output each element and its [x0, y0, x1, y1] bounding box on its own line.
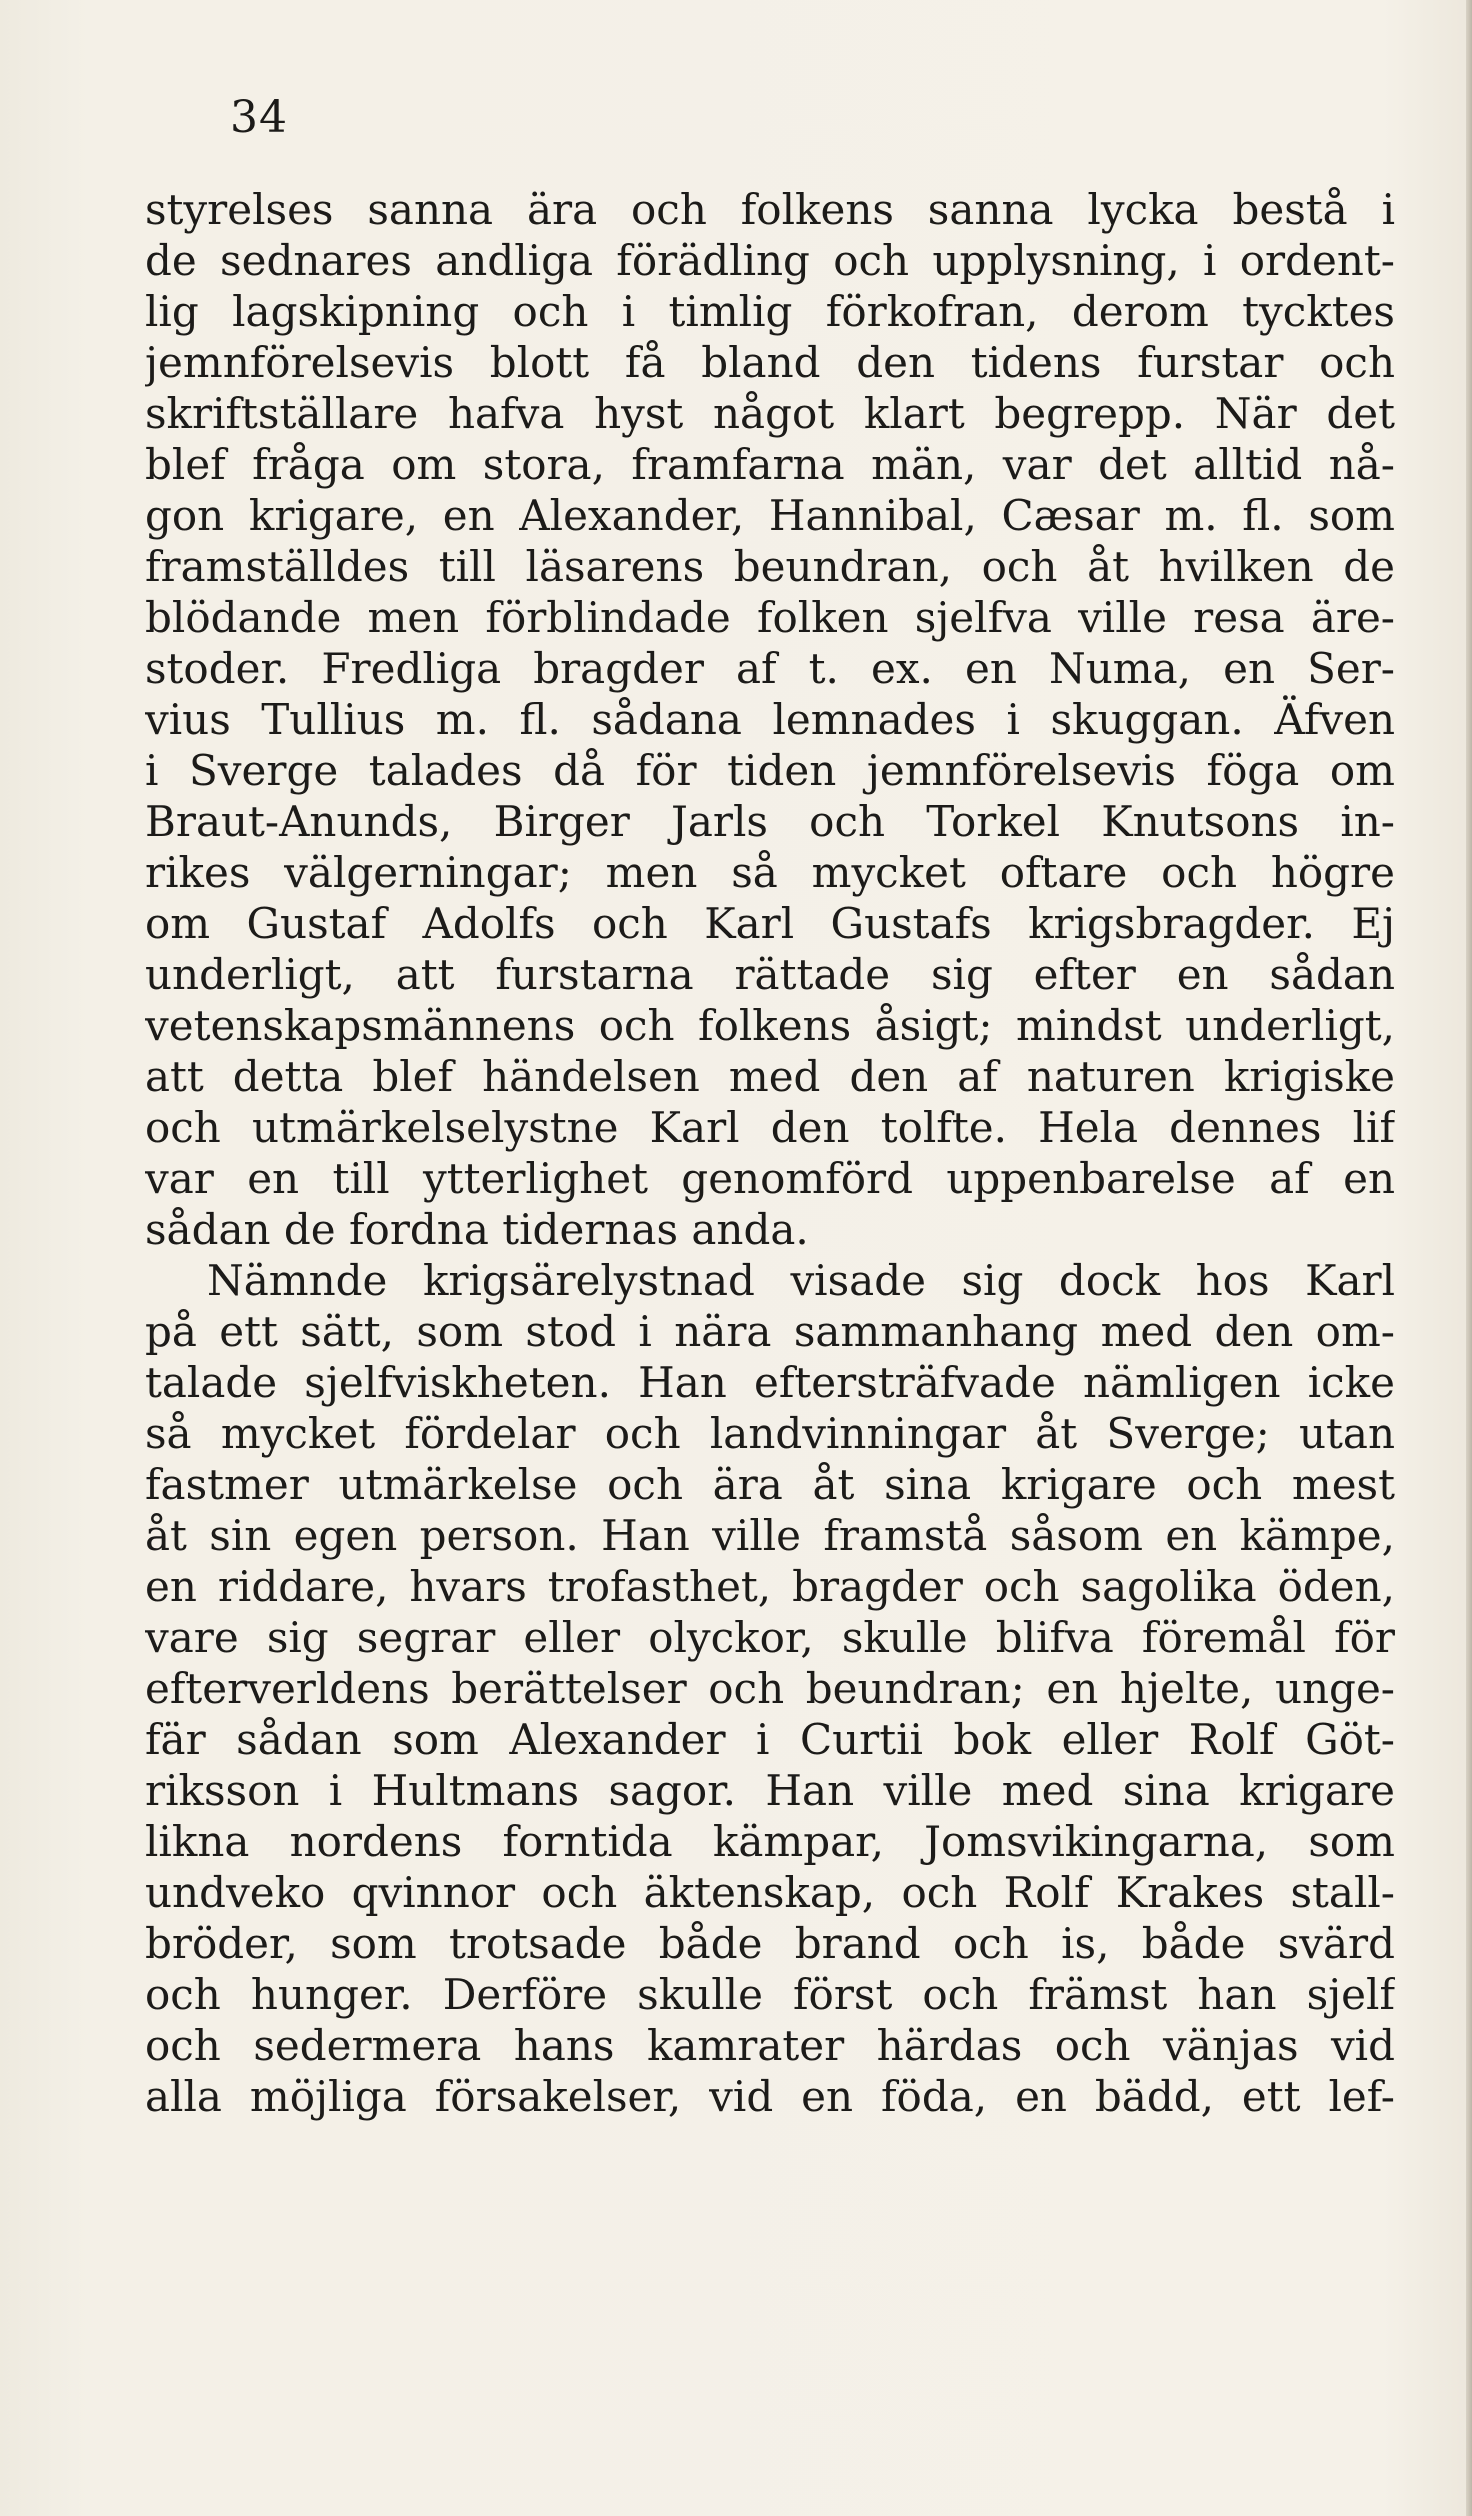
text-line: blödande men förblindade folken sjelfva ville resa äre- [145, 593, 1395, 642]
text-line: underligt, att furstarna rättade sig efter en sådan [145, 950, 1395, 999]
paragraph-end-line: sådan de fordna tidernas anda. [145, 1205, 809, 1254]
text-line: gon krigare, en Alexander, Hannibal, Cæsar m. fl. som [145, 491, 1395, 540]
text-line: att detta blef händelsen med den af naturen krigiske [145, 1052, 1395, 1101]
text-line: styrelses sanna ära och folkens sanna lycka bestå i [145, 185, 1395, 234]
text-line: lig lagskipning och i timlig förkofran, derom tycktes [145, 287, 1395, 336]
text-line: vius Tullius m. fl. sådana lemnades i skuggan. Äfven [145, 695, 1395, 744]
text-line: på ett sätt, som stod i nära sammanhang med den om- [145, 1307, 1395, 1356]
text-line: talade sjelfviskheten. Han eftersträfvade nämligen icke [145, 1358, 1395, 1407]
text-line: åt sin egen person. Han ville framstå såsom en kämpe, [145, 1511, 1395, 1560]
text-line: de sednares andliga förädling och upplysning, i ordent- [145, 236, 1395, 285]
page-edge [1466, 0, 1472, 2516]
paragraph-start-line: Nämnde krigsärelystnad visade sig dock hos Karl [207, 1256, 1395, 1305]
text-line: blef fråga om stora, framfarna män, var det alltid nå- [145, 440, 1395, 489]
text-line: fastmer utmärkelse och ära åt sina krigare och mest [145, 1460, 1395, 1509]
text-line: skriftställare hafva hyst något klart begrepp. När det [145, 389, 1395, 438]
text-line: vetenskapsmännens och folkens åsigt; mindst underligt, [145, 1001, 1395, 1050]
text-line: jemnförelsevis blott få bland den tidens furstar och [145, 338, 1395, 387]
text-line: och utmärkelselystne Karl den tolfte. Hela dennes lif [145, 1103, 1395, 1152]
text-line: likna nordens forntida kämpar, Jomsvikingarna, som [145, 1817, 1395, 1866]
text-line: framställdes till läsarens beundran, och åt hvilken de [145, 542, 1395, 591]
body-text [145, 184, 1395, 2122]
text-line: och hunger. Derföre skulle först och främst han sjelf [145, 1970, 1395, 2019]
text-line: bröder, som trotsade både brand och is, både svärd [145, 1919, 1395, 1968]
text-line: fär sådan som Alexander i Curtii bok eller Rolf Göt- [145, 1715, 1395, 1764]
text-line: undveko qvinnor och äktenskap, och Rolf Krakes stall- [145, 1868, 1395, 1917]
text-line: riksson i Hultmans sagor. Han ville med sina krigare [145, 1766, 1395, 1815]
text-line: rikes välgerningar; men så mycket oftare och högre [145, 848, 1395, 897]
text-line: efterverldens berättelser och beundran; en hjelte, unge- [145, 1664, 1395, 1713]
text-line: alla möjliga försakelser, vid en föda, en bädd, ett lef- [145, 2072, 1395, 2121]
text-line: var en till ytterlighet genomförd uppenbarelse af en [145, 1154, 1395, 1203]
page-number: 34 [230, 92, 288, 143]
text-line: Braut-Anunds, Birger Jarls och Torkel Knutsons in- [145, 797, 1395, 846]
text-line: och sedermera hans kamrater härdas och vänjas vid [145, 2021, 1395, 2070]
text-line: vare sig segrar eller olyckor, skulle blifva föremål för [145, 1613, 1395, 1662]
text-line: en riddare, hvars trofasthet, bragder och sagolika öden, [145, 1562, 1395, 1611]
text-line: stoder. Fredliga bragder af t. ex. en Numa, en Ser- [145, 644, 1395, 693]
text-line: så mycket fördelar och landvinningar åt Sverge; utan [145, 1409, 1395, 1458]
text-line: om Gustaf Adolfs och Karl Gustafs krigsbragder. Ej [145, 899, 1395, 948]
text-line: i Sverge talades då för tiden jemnförelsevis föga om [145, 746, 1395, 795]
